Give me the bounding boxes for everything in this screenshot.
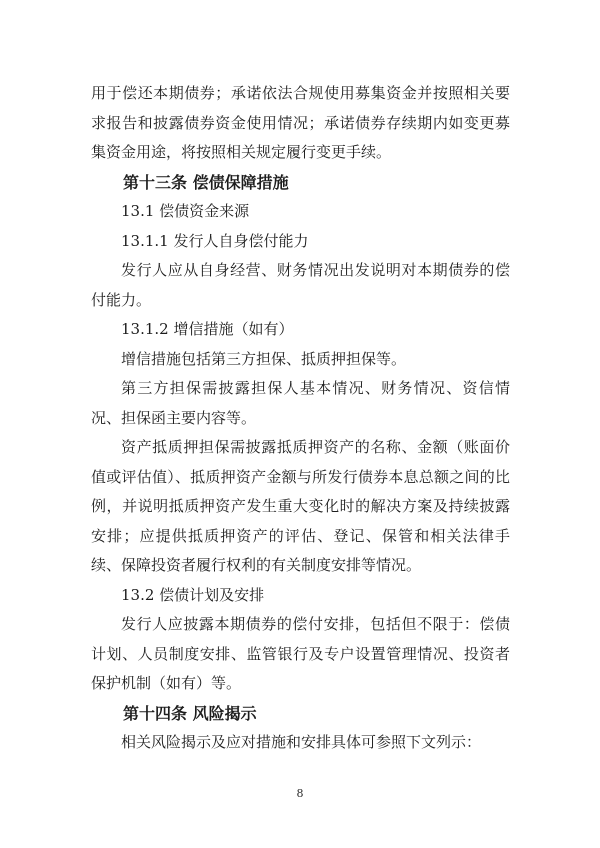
paragraph: 发行人应披露本期债券的偿付安排，包括但不限于：偿债计划、人员制度安排、监管银行及专户设置管理情况、投资者保护机制（如有）等。 (91, 615, 510, 692)
paragraph: 资产抵质押担保需披露抵质押资产的名称、金额（账面价值或评估值）、抵质押资产金额与所发行债券本息总额之间的比例，并说明抵质押资产发生重大变化时的解决方案及持续披露安排；应提供抵质押资产的评估、登记、保管和相关法律手续、保障投资者履行权利的有关制度安排等情况。 (91, 438, 510, 574)
clause-heading: 13.2 偿债计划及安排 (121, 585, 265, 604)
document-body (91, 79, 510, 758)
subclause-heading: 13.1.2 增信措施（如有） (121, 320, 294, 338)
paragraph: 增信措施包括第三方担保、抵质押担保等。 (121, 349, 407, 368)
page-number: 8 (296, 787, 304, 800)
paragraph: 相关风险揭示及应对措施和安排具体可参照下文列示： (121, 733, 482, 751)
paragraph: 第三方担保需披露担保人基本情况、财务情况、资信情况、担保函主要内容等。 (91, 379, 510, 427)
page-footer (0, 782, 600, 801)
subclause-heading: 13.1.1 发行人自身偿付能力 (121, 231, 309, 250)
paragraph-continued: 用于偿还本期债券；承诺依法合规使用募集资金并按照相关要求报告和披露债券资金使用情况；承诺债券存续期内如变更募集资金用途，将按照相关规定履行变更手续。 (91, 84, 510, 161)
article-heading: 第十四条 风险揭示 (123, 703, 257, 723)
paragraph: 发行人应从自身经营、财务情况出发说明对本期债券的偿付能力。 (91, 261, 510, 309)
clause-heading: 13.1 偿债资金来源 (121, 202, 250, 220)
article-heading: 第十三条 偿债保障措施 (123, 172, 289, 192)
